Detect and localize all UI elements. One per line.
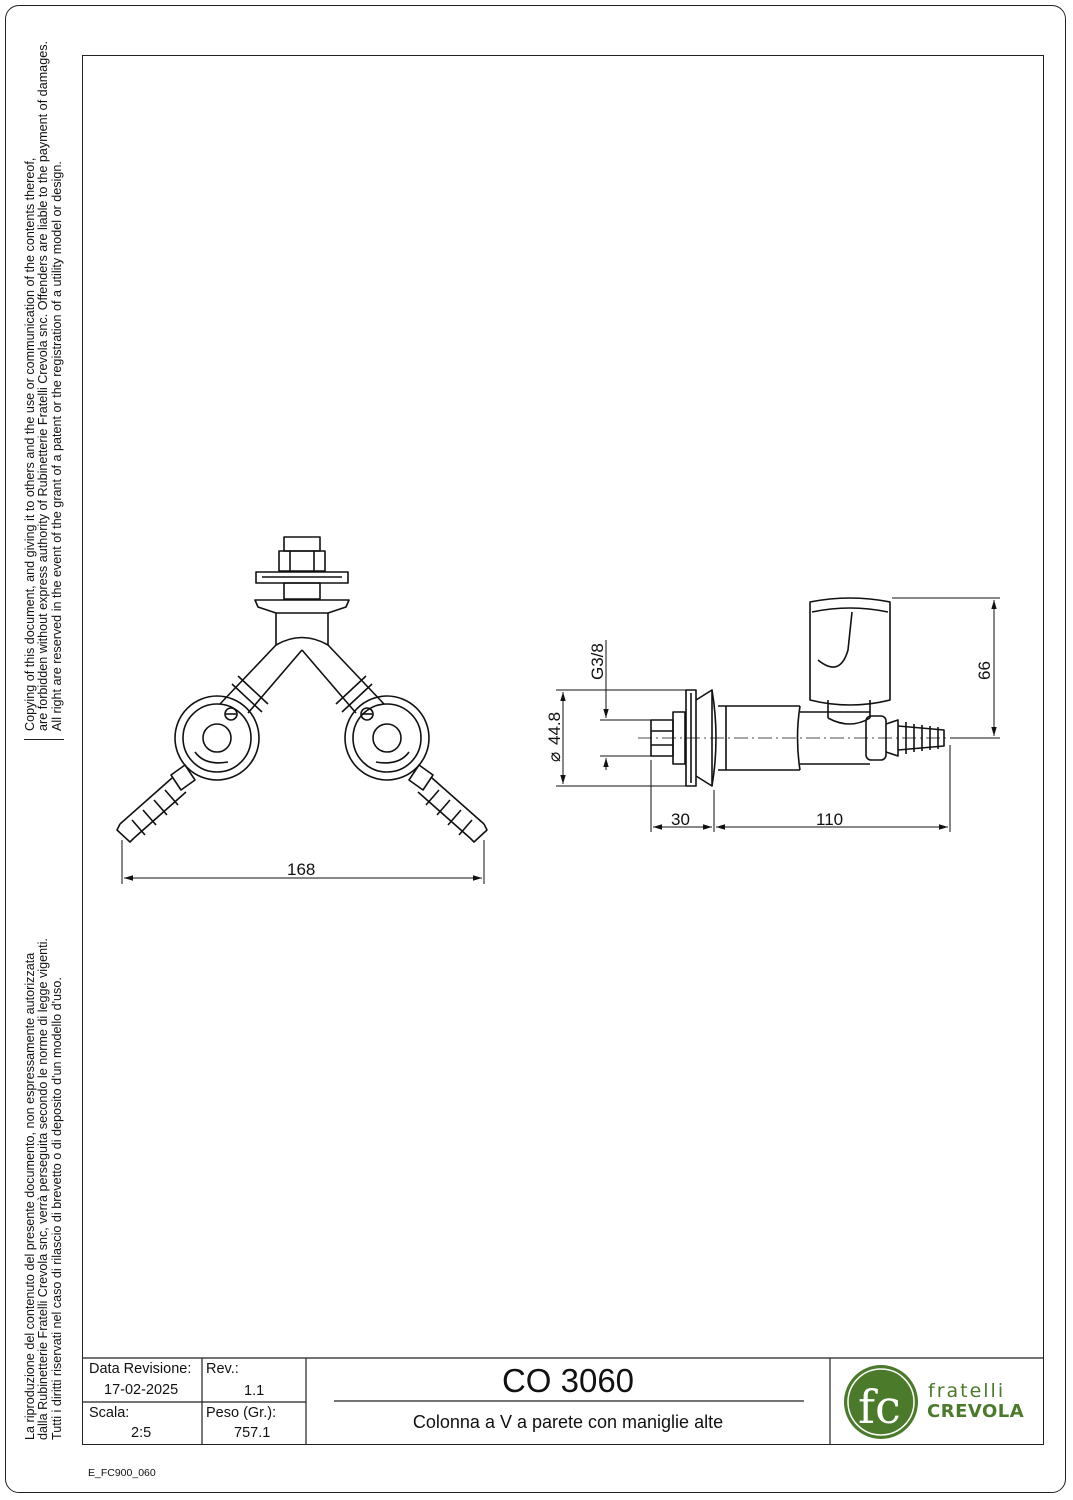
dimension-handle-height: 66 <box>975 661 994 680</box>
scale-value: 2:5 <box>131 1425 152 1441</box>
weight-value: 757.1 <box>234 1425 271 1441</box>
product-description: Colonna a V a parete con maniglie alte <box>412 1412 724 1432</box>
legal-en-line: are forbidden without express authority of Rubinetterie Fratelli Crevola snc. Offenders are liable to the payment of damages. <box>36 41 51 731</box>
dimension-thread: G3/8 <box>588 643 607 680</box>
legal-it-line: Tutti i diritti riservati nel caso di rilascio di brevetto o di deposito d'un modello d'uso. <box>49 977 64 1440</box>
side-view <box>651 598 944 786</box>
logo-letters: fc <box>858 1380 901 1434</box>
brand-name-line1: fratelli <box>928 1380 1006 1402</box>
rev-label: Rev.: <box>206 1361 239 1377</box>
brand-logo <box>844 1365 918 1439</box>
scale-label: Scala: <box>89 1405 130 1421</box>
weight-label: Peso (Gr.): <box>206 1405 277 1421</box>
dimension-body-depth: 110 <box>816 810 844 829</box>
legal-en-line: All right are reserved in the event of the grant of a patent or the registration of a utility model or design. <box>49 161 64 731</box>
dimension-plate-depth: 30 <box>671 810 690 829</box>
legal-en-line: Copying of this document, and giving it to others and the use or communication of the contents thereof, <box>23 157 37 731</box>
revision-date-label: Data Revisione: <box>89 1361 192 1377</box>
revision-date-value: 17-02-2025 <box>104 1382 179 1398</box>
dimension-diameter: 44.8 <box>545 711 564 745</box>
dimension-diameter-symbol: ⌀ <box>545 751 564 762</box>
front-view <box>117 537 487 842</box>
dimension-width: 168 <box>287 860 316 879</box>
legal-it-line: La riproduzione del contenuto del presente documento, non espressamente autorizzata <box>23 952 37 1440</box>
rev-value: 1.1 <box>244 1383 265 1399</box>
side-dimension-lines <box>556 598 1000 832</box>
product-code: CO 3060 <box>501 1362 635 1399</box>
brand-name-line2: CREVOLA <box>927 1401 1025 1422</box>
file-code: E_FC900_060 <box>88 1467 156 1479</box>
legal-it-line: dalla Rubinetterie Fratelli Crevola snc, verrà perseguita secondo le norme di legge vigenti. <box>36 938 51 1440</box>
